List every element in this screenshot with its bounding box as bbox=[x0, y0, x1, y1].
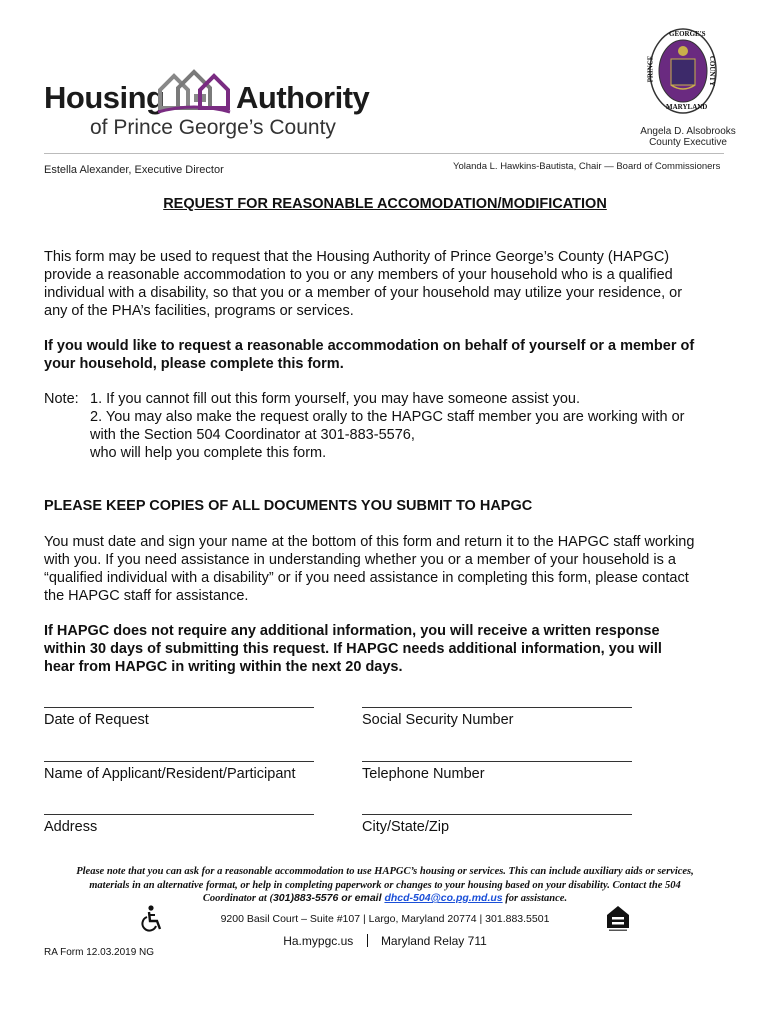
ssn-label: Social Security Number bbox=[362, 712, 514, 728]
executive-director: Estella Alexander, Executive Director bbox=[44, 164, 224, 176]
footnote-prefix: Coordinator at ( bbox=[202, 893, 273, 904]
behalf-line: If you would like to request a reasonable accommodation on behalf of yourself or a member of bbox=[44, 338, 695, 354]
equal-housing-icon bbox=[605, 904, 631, 932]
behalf-line: your household, please complete this form. bbox=[44, 356, 344, 372]
telephone-input[interactable] bbox=[362, 761, 632, 762]
county-seal-icon bbox=[649, 27, 717, 115]
office-address: 9200 Basil Court – Suite #107 | Largo, Maryland 20774 | 301.883.5501 bbox=[220, 913, 550, 925]
board-chair: Yolanda L. Hawkins-Bautista, Chair — Board of Commissioners bbox=[453, 161, 721, 172]
date-of-request-input[interactable] bbox=[44, 707, 314, 708]
address-input[interactable] bbox=[44, 814, 314, 815]
housing-authority-logo bbox=[44, 66, 374, 146]
county-seal bbox=[646, 27, 717, 115]
sign-line: “qualified individual with a disability” or if you need assistance in completing this form, please contact bbox=[44, 570, 689, 586]
houses-logo-icon bbox=[156, 68, 232, 114]
name-input[interactable] bbox=[44, 761, 314, 762]
accommodation-footnote bbox=[30, 865, 740, 906]
logo-word-housing: Housing bbox=[44, 80, 165, 115]
footnote-line bbox=[30, 892, 740, 906]
county-executive-name: Angela D. Alsobrooks bbox=[640, 126, 736, 137]
note-line: 1. If you cannot fill out this form yourself, you may have someone assist you. bbox=[90, 391, 581, 407]
sign-line: with you. If you need assistance in understanding whether you or a member of your household is a bbox=[44, 552, 676, 568]
form-title: REQUEST FOR REASONABLE ACCOMODATION/MODIFICATION bbox=[163, 196, 607, 212]
response-line: within 30 days of submitting this request. If HAPGC needs additional information, you will bbox=[44, 641, 662, 657]
response-line: If HAPGC does not require any additional information, you will receive a written response bbox=[44, 623, 660, 639]
behalf-paragraph bbox=[44, 337, 744, 373]
city-state-zip-label: City/State/Zip bbox=[362, 819, 450, 835]
separator bbox=[367, 934, 368, 947]
sign-line: the HAPGC staff for assistance. bbox=[44, 588, 249, 604]
name-label: Name of Applicant/Resident/Participant bbox=[44, 766, 296, 782]
county-executive-title: County Executive bbox=[649, 137, 727, 148]
maryland-relay: Maryland Relay 711 bbox=[380, 934, 487, 948]
logo-word-authority: Authority bbox=[236, 80, 370, 115]
seal-left-text: PRINCE bbox=[646, 55, 655, 83]
seal-top-text: GEORGE'S bbox=[669, 30, 706, 38]
seal-right-text: COUNTY bbox=[708, 55, 717, 87]
form-id: RA Form 12.03.2019 NG bbox=[44, 947, 155, 958]
website-link[interactable]: Ha.mypgc.us bbox=[283, 934, 354, 948]
response-paragraph bbox=[44, 622, 744, 676]
ssn-input[interactable] bbox=[362, 707, 632, 708]
footnote-line: Please note that you can ask for a reasonable accommodation to use HAPGC’s housing or services. This can include auxiliary aids or services, bbox=[76, 866, 694, 877]
sign-line: You must date and sign your name at the bottom of this form and return it to the HAPGC staff working bbox=[44, 534, 695, 550]
note-line: who will help you complete this form. bbox=[90, 445, 327, 461]
note-list bbox=[90, 390, 730, 462]
date-of-request-label: Date of Request bbox=[44, 712, 149, 728]
note-line: with the Section 504 Coordinator at 301-883-5576, bbox=[90, 427, 415, 443]
coordinator-email-link[interactable]: dhcd-504@co.pg.md.us bbox=[384, 892, 503, 904]
intro-line: any of the PHA’s facilities, programs or services. bbox=[44, 303, 354, 319]
intro-line: provide a reasonable accommodation to you or any members of your household who is a qualified bbox=[44, 267, 673, 283]
seal-bottom-text: MARYLAND bbox=[666, 103, 708, 111]
response-line: hear from HAPGC in writing within the next 20 days. bbox=[44, 659, 403, 675]
keep-copies-heading: PLEASE KEEP COPIES OF ALL DOCUMENTS YOU SUBMIT TO HAPGC bbox=[44, 498, 533, 514]
footnote-line: materials in an alternative format, or help in completing paperwork or changes to your housing based on your disability. Contact the 504 bbox=[89, 879, 681, 891]
telephone-label: Telephone Number bbox=[362, 766, 485, 782]
intro-line: This form may be used to request that the Housing Authority of Prince George’s County (HAPGC) bbox=[44, 249, 670, 265]
coordinator-phone: 301)883-5576 or email bbox=[272, 892, 385, 904]
address-label: Address bbox=[44, 819, 98, 835]
sign-paragraph bbox=[44, 533, 744, 605]
note-line: 2. You may also make the request orally to the HAPGC staff member you are working with or bbox=[90, 409, 685, 425]
footnote-suffix: for assistance. bbox=[502, 893, 568, 904]
note-label: Note: bbox=[44, 391, 79, 407]
city-state-zip-input[interactable] bbox=[362, 814, 632, 815]
intro-paragraph bbox=[44, 248, 744, 320]
logo-subtitle: of Prince George’s County bbox=[90, 116, 336, 139]
header-divider bbox=[44, 153, 724, 154]
intro-line: individual with a disability, so that you or a member of your household may utilize your residence, or bbox=[44, 285, 683, 301]
contact-row bbox=[0, 934, 770, 948]
